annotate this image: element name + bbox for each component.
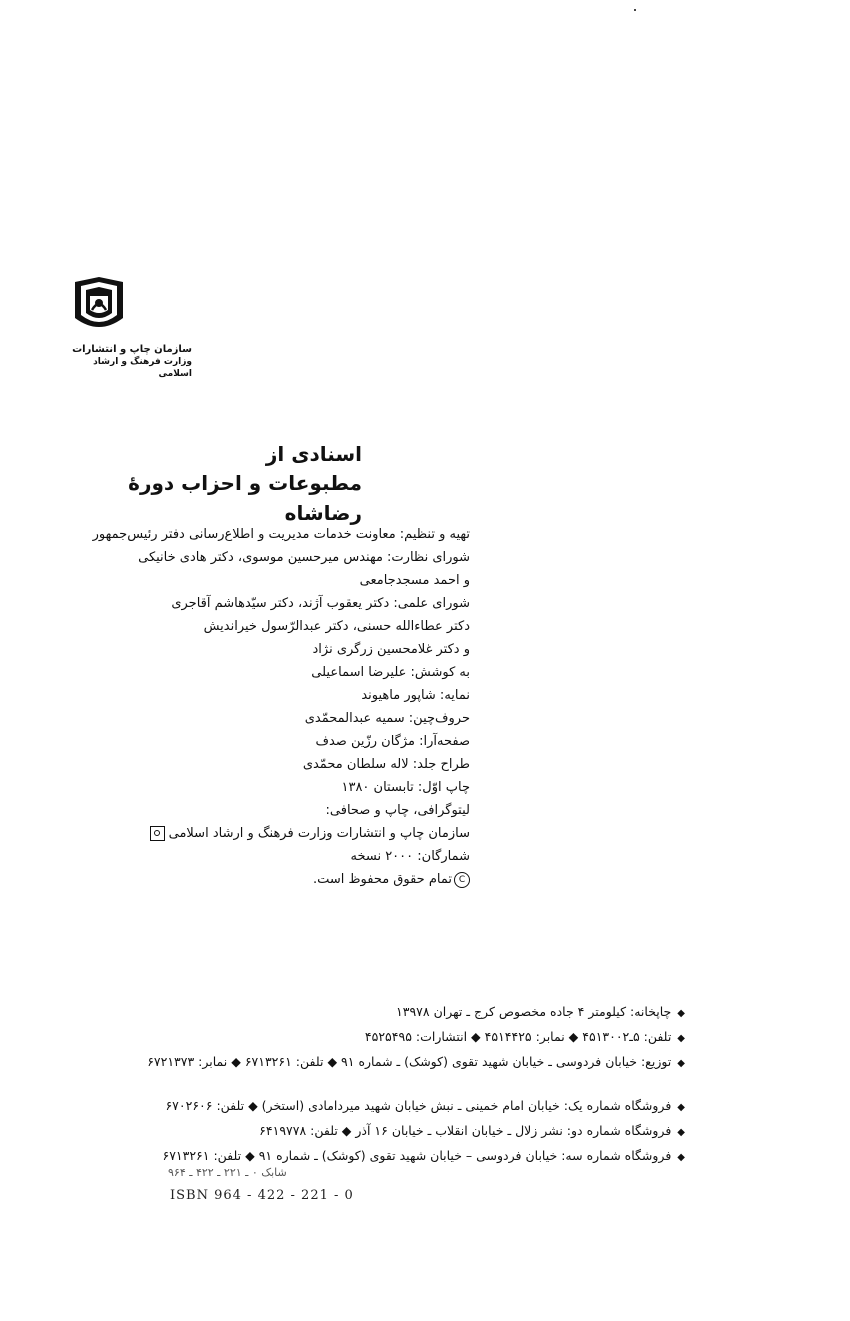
bullet-icon: ◆: [677, 1152, 685, 1163]
credit-scientific-council-cont-2: و دکتر غلامحسین زرگری نژاد: [312, 642, 470, 657]
publisher-emblem-icon: [72, 276, 126, 338]
credit-cover-designer: طراح جلد: لاله سلطان محمّدی: [302, 757, 470, 772]
address-line: [60, 1050, 685, 1075]
credit-printer-line: [60, 822, 470, 845]
bullet-icon: ◆: [677, 1127, 685, 1138]
credit-index: نمایه: شاپور ماهیوند: [361, 688, 470, 703]
store-line: [60, 1144, 685, 1169]
address-line: [60, 1000, 685, 1025]
store-three: فروشگاه شماره سه: خیابان فردوسی – خیابان شهید تقوی (کوشک) ـ شماره ۹۱ ◆ تلفن: ۶۷۱۳۲۶۱: [162, 1148, 672, 1163]
printer-name: سازمان چاپ و انتشارات وزارت فرهنگ و ارشاد اسلامی: [168, 826, 470, 841]
credit-printing: لیتوگرافی، چاپ و صحافی:: [325, 803, 470, 818]
address-phones: تلفن: ۵ـ۴۵۱۳۰۰۲ ◆ نمابر: ۴۵۱۴۴۲۵ ◆ انتشارات: ۴۵۲۵۴۹۵: [364, 1029, 672, 1044]
publisher-ministry: وزارت فرهنگ و ارشاد اسلامی: [93, 357, 192, 379]
shabak-number: شابک ۰ ـ ۲۲۱ ـ ۴۲۲ ـ ۹۶۴: [168, 1166, 287, 1179]
bullet-icon: ◆: [677, 1058, 685, 1069]
credit-prepared-by: تهیه و تنظیم: معاونت خدمات مدیریت و اطلاع‌رسانی دفتر رئیس‌جمهور: [92, 527, 470, 542]
bullet-icon: ◆: [677, 1102, 685, 1113]
store-one: فروشگاه شماره یک: خیابان امام خمینی ـ نبش خیابان شهید میردامادی (استخر) ◆ تلفن: ۶۷۰۲۶۰۶: [165, 1098, 672, 1113]
credits-list: [60, 523, 470, 891]
stores-block: [60, 1094, 685, 1169]
isbn-number: ISBN 964 - 422 - 221 - 0: [170, 1188, 354, 1203]
copyright-icon: C: [454, 872, 470, 888]
book-title: [80, 440, 362, 528]
credit-supervision-cont: و احمد مسجدجامعی: [359, 573, 470, 588]
store-two: فروشگاه شماره دو: نشر زلال ـ خیابان انقلاب ـ خیابان ۱۶ آذر ◆ تلفن: ۶۴۱۹۷۷۸: [259, 1123, 672, 1138]
credit-typesetter: حروف‌چین: سمیه عبدالمحمّدی: [304, 711, 470, 726]
copyright-text: تمام حقوق محفوظ است.: [312, 872, 452, 887]
scan-speck: [634, 9, 636, 11]
credit-scientific-council: شورای علمی: دکتر یعقوب آژند، دکتر سیّدهاشم آقاجری: [171, 596, 470, 611]
store-line: [60, 1094, 685, 1119]
address-distribution: توزیع: خیابان فردوسی ـ خیابان شهید تقوی (کوشک) ـ شماره ۹۱ ◆ تلفن: ۶۷۱۳۲۶۱ ◆ نمابر: ۶۷۲۱۳۷۳: [147, 1054, 672, 1069]
address-printhouse: چاپخانه: کیلومتر ۴ جاده مخصوص کرج ـ تهران ۱۳۹۷۸: [396, 1004, 672, 1019]
bullet-icon: ◆: [677, 1008, 685, 1019]
credit-layout: صفحه‌آرا: مژگان رزّین صدف: [315, 734, 470, 749]
credit-scientific-council-cont: دکتر عطاءالله حسنی، دکتر عبدالرّسول خیراندیش: [203, 619, 470, 634]
title-line-1: اسنادی از: [265, 442, 362, 466]
credit-compiled-by: به کوشش: علیرضا اسماعیلی: [311, 665, 470, 680]
credit-supervision: شورای نظارت: مهندس میرحسین موسوی، دکتر هادی خانیکی: [138, 550, 470, 565]
addresses-block: [60, 1000, 685, 1075]
credit-first-edition: چاپ اوّل: تابستان ۱۳۸۰: [341, 780, 470, 795]
credit-print-run: شمارگان: ۲۰۰۰ نسخه: [350, 849, 470, 864]
publisher-small-logo-icon: [150, 826, 165, 841]
address-line: [60, 1025, 685, 1050]
store-line: [60, 1119, 685, 1144]
bullet-icon: ◆: [677, 1033, 685, 1044]
credit-copyright-line: [60, 868, 470, 891]
publisher-name: سازمان چاپ و انتشارات: [72, 344, 192, 355]
title-line-2: مطبوعات و احزاب دورهٔ رضاشاه: [128, 471, 362, 525]
